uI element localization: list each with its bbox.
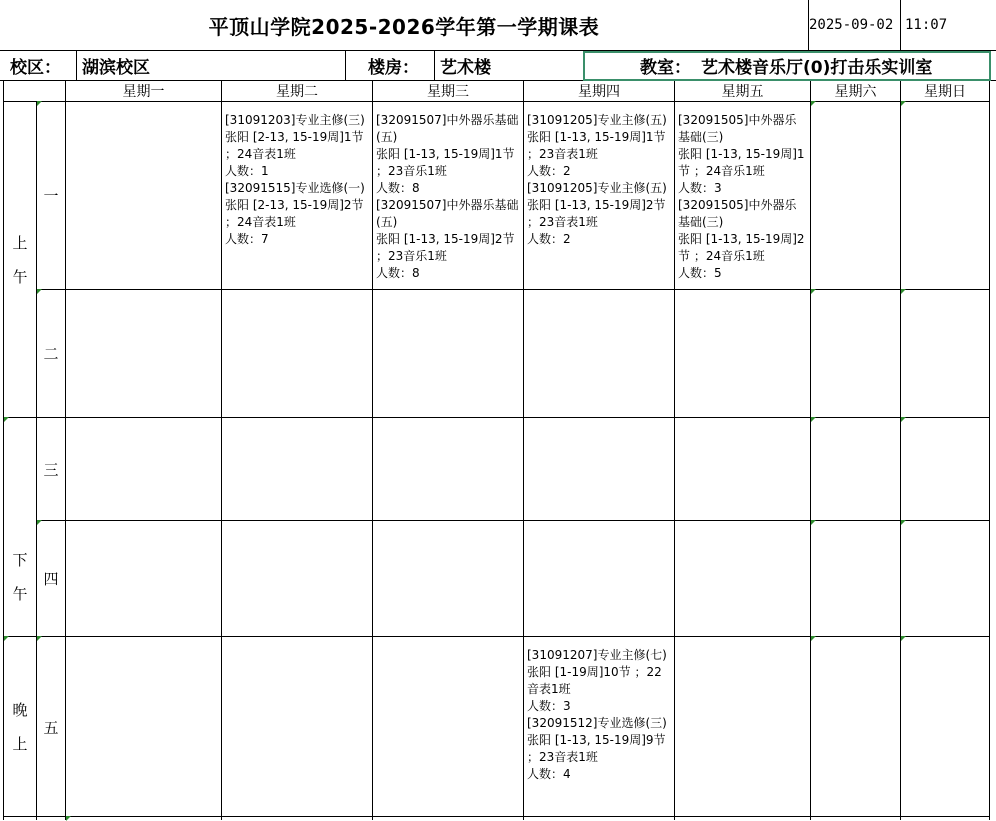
grid-line [900,81,901,820]
course-entry [527,112,672,180]
page-title: 平顶山学院2025-2026学年第一学期课表 [208,14,600,39]
grid-line [810,81,811,820]
grid-line [3,417,990,418]
course-count: 人数：2 [527,164,571,178]
period-char: 上 [12,233,28,252]
course-entry [527,180,672,248]
section-5: 五 [43,718,59,737]
day-header-sun: 星期日 [924,84,966,100]
day-header-mon: 星期一 [122,84,165,100]
course-count: 人数：5 [678,266,722,280]
course-entry [225,180,370,248]
course-name: [32091505]中外器乐基础(三) [678,198,797,229]
course-entry [376,197,521,282]
room-value: 艺术楼音乐厅(0)打击乐实训室 [701,58,933,78]
cell-marker [66,816,71,821]
print-date: 2025-09-02 [809,17,894,33]
course-detail: 张阳 [1-13, 15-19周]2节 ；24音乐1班 [678,232,805,263]
cell-marker [811,636,816,641]
course-entry [527,715,672,783]
course-detail: 张阳 [2-13, 15-19周]1节 ；24音表1班 [225,130,368,161]
cell-s1-thu[interactable] [524,102,674,289]
period-morning [4,102,36,417]
grid-line [989,81,990,820]
course-entry [527,647,672,715]
section-4: 四 [43,570,59,588]
course-name: [32091512]专业选修(三) [527,716,667,730]
period-char: 下 [12,551,28,569]
section-3: 三 [43,460,59,479]
cell-marker [4,417,9,422]
cell-marker [4,636,9,641]
day-header-tue: 星期二 [276,84,318,100]
print-time: 11:07 [905,17,948,33]
room-label: 教室： [640,58,691,78]
period-char: 晚 [12,701,28,719]
day-header-thu: 星期四 [578,84,620,100]
cell-marker [37,636,42,641]
course-detail: 张阳 [1-13, 15-19周]1节 ；23音表1班 [527,130,670,161]
cell-marker [811,101,816,106]
course-count: 人数：8 [376,181,420,195]
cell-marker [901,289,906,294]
divider [434,51,435,80]
course-detail: 张阳 [1-13, 15-19周]2节 ；23音乐1班 [376,232,519,263]
cell-marker [37,101,42,106]
course-name: [32091507]中外器乐基础(五) [376,198,519,229]
course-count: 人数：7 [225,232,269,246]
period-afternoon [4,418,36,636]
course-name: [32091505]中外器乐基础(三) [678,113,797,144]
campus-value: 湖滨校区 [82,58,150,78]
course-name: [31091205]专业主修(五) [527,113,667,127]
course-name: [31091203]专业主修(三) [225,113,365,127]
course-name: [31091205]专业主修(五) [527,181,667,195]
grid-line [36,520,990,521]
cell-marker [901,101,906,106]
course-detail: 张阳 [1-13, 15-19周]1节 ；23音乐1班 [376,147,519,178]
cell-s1-wed[interactable] [373,102,523,289]
cell-marker [37,289,42,294]
grid-line [36,289,990,290]
course-detail: 张阳 [1-13, 15-19周]9节 ；23音表1班 [527,733,670,764]
course-count: 人数：3 [678,181,722,195]
grid-line [65,81,66,820]
cell-marker [811,417,816,422]
course-entry [678,112,808,197]
period-char: 午 [12,267,28,286]
course-detail: 张阳 [1-13, 15-19周]1节 ；24音乐1班 [678,147,805,178]
divider [76,51,77,80]
cell-marker [901,520,906,525]
course-entry [376,112,521,197]
cell-s1-tue[interactable] [222,102,372,289]
course-count: 人数：2 [527,232,571,246]
course-detail: 张阳 [1-19周]10节 ；22音表1班 [527,665,662,696]
building-label: 楼房： [368,58,419,78]
grid-line [3,816,990,817]
divider [900,0,901,50]
day-header-sat: 星期六 [834,84,877,100]
course-count: 人数：3 [527,699,571,713]
section-2: 二 [43,345,59,363]
day-header-wed: 星期三 [427,84,469,100]
cell-marker [901,636,906,641]
course-count: 人数：1 [225,164,269,178]
period-char: 午 [12,585,28,603]
course-count: 人数：4 [527,767,571,781]
cell-marker [901,417,906,422]
course-name: [32091515]专业选修(一) [225,181,365,195]
campus-label: 校区： [10,58,61,78]
building-value: 艺术楼 [440,58,491,78]
cell-s5-thu[interactable] [524,637,674,817]
cell-marker [37,520,42,525]
course-name: [31091207]专业主修(七) [527,648,667,662]
course-entry [225,112,370,180]
divider [345,51,346,80]
grid-line [3,636,990,637]
day-header-fri: 星期五 [721,84,764,100]
cell-s1-fri[interactable] [675,102,810,289]
section-1: 一 [43,187,59,205]
course-detail: 张阳 [1-13, 15-19周]2节 ；23音表1班 [527,198,670,229]
course-entry [678,197,808,282]
course-detail: 张阳 [2-13, 15-19周]2节 ；24音表1班 [225,198,368,229]
period-char: 上 [12,735,28,753]
course-name: [32091507]中外器乐基础(五) [376,113,519,144]
cell-marker [811,520,816,525]
period-evening [4,637,36,817]
course-count: 人数：8 [376,266,420,280]
cell-marker [811,289,816,294]
